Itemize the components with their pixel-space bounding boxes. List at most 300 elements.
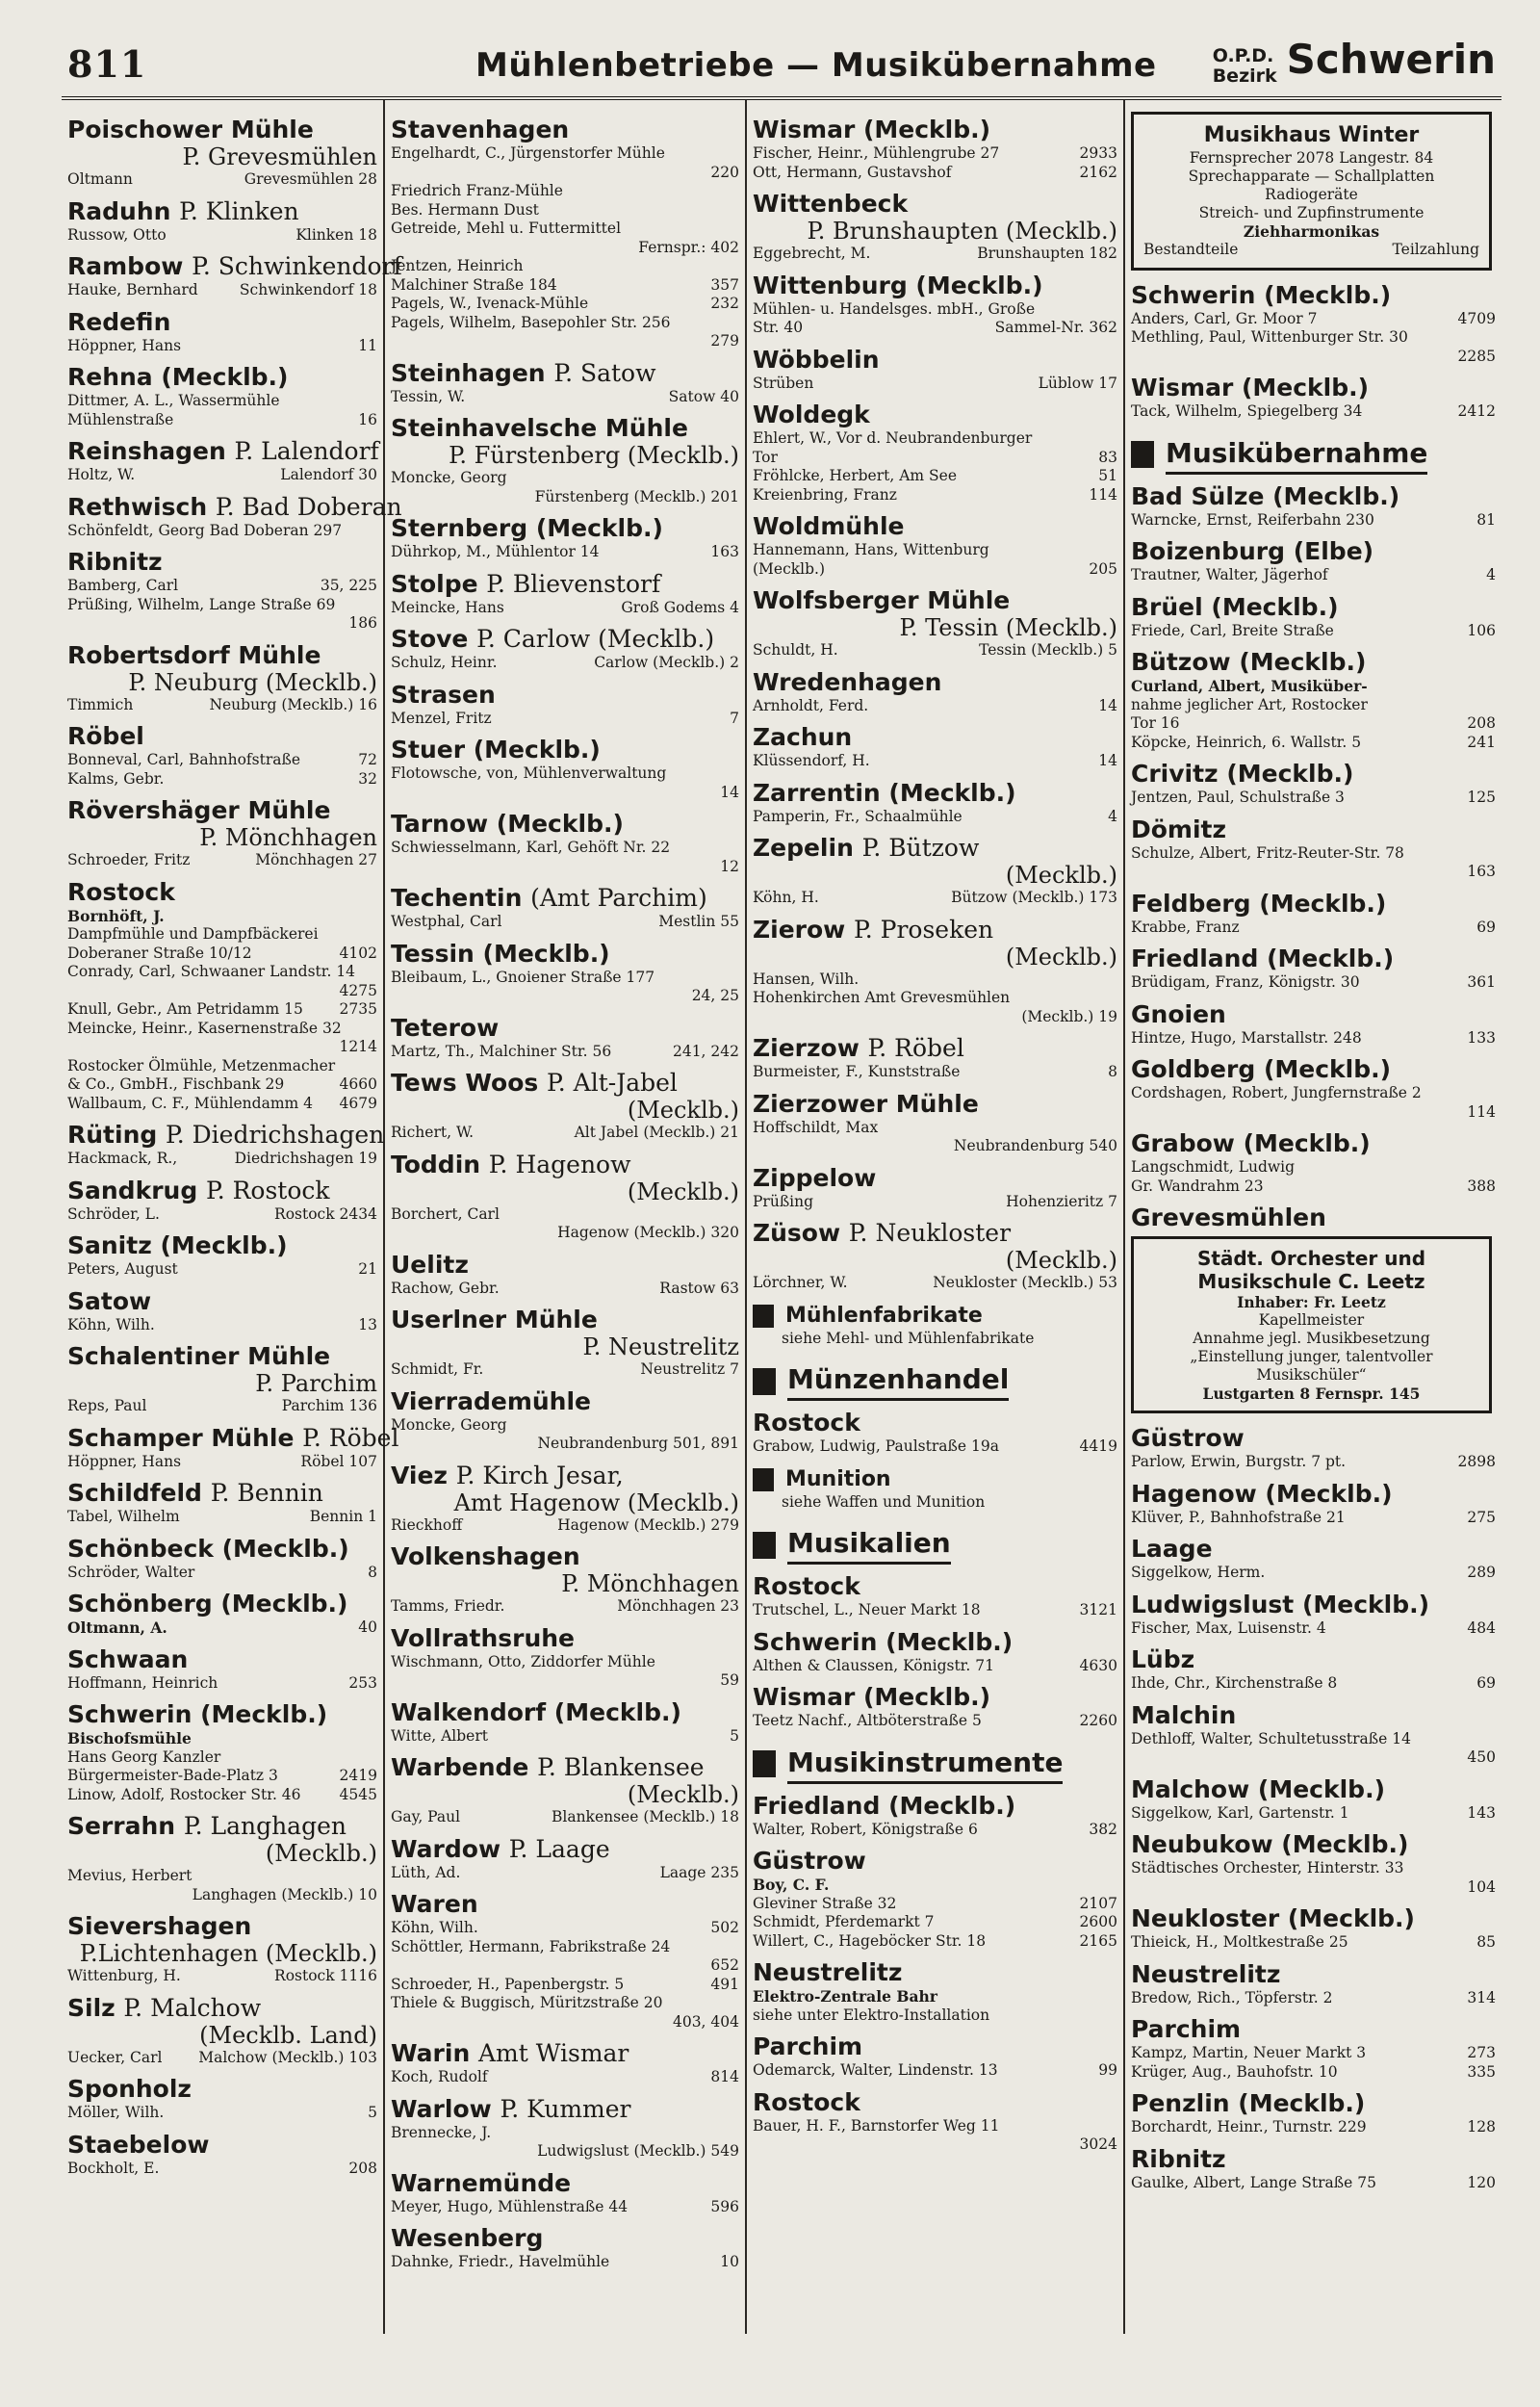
directory-entry [1131,592,1496,641]
listing-number: Langhagen (Mecklb.) 10 [192,1885,377,1903]
muenzenhandel-entries [753,1408,1117,1457]
listing-name: Fischer, Heinr., Mühlengrube 27 [753,144,1000,162]
place-title: Laage [1131,1535,1213,1563]
listing-number: Groß Godems 4 [621,598,739,616]
section-musikalien [753,1525,1117,1565]
listing-row [391,1280,739,1299]
place-title: Techentin [391,884,523,912]
listing-name: Russow, Otto [67,225,167,244]
listing-row [753,1193,1117,1212]
listing-row [1131,1564,1496,1583]
post-office: P. Kirch Jesar, [455,1461,624,1489]
place-name [1131,1829,1496,1859]
listing-name: Tessin, W. [391,387,466,405]
listing-name: Jentzen, Heinrich [391,257,524,274]
listing-row [67,1205,377,1225]
listing-number: Lüblow 17 [1038,374,1117,392]
directory-entry [753,667,1117,716]
place-title: Zepelin [753,834,854,862]
listing-number: Bennin 1 [309,1508,377,1525]
listing-number: 21 [358,1260,377,1278]
listing-number: 596 [710,2197,739,2215]
directory-entry [67,251,402,300]
place-title: Parchim [753,2032,863,2060]
post-office: P. Klinken [179,196,299,225]
listing-number: 4630 [1079,1656,1117,1674]
directory-entry [67,721,377,789]
place-title: Güstrow [753,1847,866,1875]
directory-entry [67,1423,399,1472]
listing-row [1131,789,1496,808]
place-title: Zierzow [753,1034,860,1062]
place-name [391,1013,739,1043]
directory-entry [391,1013,739,1062]
directory-entry [67,1176,377,1225]
post-office-line: P. Grevesmühlen [182,143,377,170]
listing-number [733,839,739,858]
place-title: Wöbbelin [753,345,880,374]
listing-number: 2107 [1079,1894,1117,1912]
place-name [391,1068,739,1098]
listing-name: Bischofsmühle [67,1729,192,1747]
listing-row [67,1020,377,1039]
section-marker-icon [753,1532,776,1559]
listing-row [391,1653,739,1672]
directory-entry [391,1889,739,2032]
listing-name: Hintze, Hugo, Marstallstr. 248 [1131,1028,1362,1047]
place-name [67,1120,385,1150]
listing-row [1131,1084,1496,1103]
post-office: P. Hagenow [488,1150,631,1178]
place-name [753,722,1117,752]
place-name [1131,373,1496,402]
listing-number [733,144,739,164]
listing-number: 104 [1467,1877,1496,1896]
listing-row [1131,919,1496,938]
listing-row [1131,714,1496,734]
place-name [391,1461,739,1490]
place-name [753,1682,1117,1712]
place-name [67,1176,377,1205]
post-office-line: (Mecklb. Land) [199,2021,377,2049]
section-musikuebernahme [1131,435,1496,475]
directory-entry [67,2130,377,2179]
place-name [753,1033,1117,1063]
place-title: Toddin [391,1150,481,1178]
listing-name: Fröhlcke, Herbert, Am See [753,467,958,484]
place-title: Schwerin (Mecklb.) [1131,280,1392,309]
place-title: Wittenburg (Mecklb.) [753,271,1043,299]
listing-number [733,469,739,488]
listing-number: 361 [1467,973,1496,991]
directory-entry [1131,815,1496,882]
listing-number: 4419 [1079,1437,1117,1455]
listing-row [753,560,1117,580]
listing-row [391,1597,739,1617]
directory-entry [1131,1959,1496,2008]
ad-musikhaus-winter [1131,112,1492,271]
musikinstrumente-continued [1131,280,1496,422]
place-title: Wredenhagen [753,667,942,696]
directory-entry [1131,647,1496,752]
listing-number: Schwinkendorf 18 [239,281,377,298]
listing-number [1112,971,1117,990]
listing-number: 2898 [1457,1453,1496,1470]
region-name: Schwerin [1286,36,1496,83]
listing-name: Thieick, H., Moltkestraße 25 [1131,1933,1348,1951]
listing-name: Grabow, Ludwig, Paulstraße 19a [753,1437,999,1455]
place-name [67,795,377,825]
place-name [391,1623,739,1653]
place-title: Rostock [753,1409,860,1436]
place-name [391,1541,739,1571]
listing-name: Dampfmühle und Dampfbäckerei [67,925,319,943]
post-office: P. Röbel [302,1423,399,1452]
listing-row [391,388,739,407]
listing-number: 10 [720,2253,739,2270]
listing-row [391,1043,739,1062]
directory-entry [391,1386,739,1454]
place-title: Teterow [391,1013,500,1042]
listing-row [1131,622,1496,641]
listing-row [753,144,1117,164]
listing-name: Hannemann, Hans, Wittenburg [753,541,989,558]
listing-number [733,182,739,201]
listing-number: 208 [348,2159,377,2177]
listing-row [1131,328,1496,348]
place-title: Röbel [67,722,144,750]
listing-name: Ehlert, W., Vor d. Neubrandenburger [753,429,1033,447]
place-name [753,271,1117,300]
listing-number: 14 [1098,696,1117,714]
post-office: P. Satow [553,358,656,387]
place-name [1131,280,1496,310]
place-name [1131,889,1496,919]
listing-number: 382 [1089,1820,1117,1838]
place-name [753,1408,1117,1437]
listing-row [67,170,377,190]
listing-row [1131,348,1496,367]
listing-name: Curland, Albert, Musiküber- [1131,677,1368,695]
listing-row [67,2049,377,2068]
place-title: Boizenburg (Elbe) [1131,537,1374,565]
listing-name: Odemarck, Walter, Lindenstr. 13 [753,2061,998,2079]
place-title: Rostock [753,1572,860,1600]
listing-number [1112,989,1117,1008]
listing-name: Warncke, Ernst, Reiferbahn 230 [1131,510,1374,529]
place-name [67,1589,377,1618]
page-header [62,33,1502,100]
directory-entry [753,189,1117,264]
directory-entry [391,883,739,932]
listing-name: Dührkop, M., Mühlentor 14 [391,543,600,560]
place-title: Schamper Mühle [67,1423,295,1452]
listing-number: Rostock 1116 [274,1967,377,1984]
listing-row [391,710,739,729]
listing-row [753,2061,1117,2081]
listing-number: 51 [1098,467,1117,484]
place-title: Gnoien [1131,999,1226,1028]
listing-row [391,1224,739,1243]
listing-name: Bornhöft, J. [67,906,165,925]
listing-name: & Co., GmbH., Fischbank 29 [67,1075,285,1093]
region-label [1213,33,1496,87]
listing-row [67,392,377,411]
place-name [1131,1959,1496,1989]
listing-name: Martz, Th., Malchiner Str. 56 [391,1042,612,1060]
place-name [753,915,1117,945]
listing-name: Gr. Wandrahm 23 [1131,1177,1264,1195]
listing-name: Gay, Paul [391,1808,461,1825]
listing-row [753,1119,1117,1138]
place-title: Feldberg (Mecklb.) [1131,889,1387,918]
place-title: Crivitz (Mecklb.) [1131,760,1354,788]
directory-entry [753,722,1117,771]
listing-name: Prüßing, Wilhelm, Lange Straße 69 [67,595,336,613]
listing-row [753,1601,1117,1620]
listing-name: Flotowsche, von, Mühlenverwaltung [391,764,667,782]
column-2 [385,100,747,2334]
place-name [391,1697,739,1727]
listing-row [391,1205,739,1225]
listing-name: Schröder, L. [67,1204,160,1223]
listing-name: Pamperin, Fr., Schaalmühle [753,807,962,825]
listing-row [67,925,377,945]
listing-number: Neustrelitz 7 [640,1360,739,1378]
listing-row [753,971,1117,990]
directory-entry [391,2223,739,2272]
place-title: Robertsdorf Mühle [67,640,321,669]
listing-row [391,839,739,858]
listing-row [753,486,1117,505]
listing-row [391,1919,739,1938]
listing-number: 232 [710,295,739,312]
listing-name: Oltmann, A. [67,1618,167,1637]
place-title: Reinshagen [67,437,226,465]
directory-entry [753,115,1117,182]
listing-number: 4275 [339,981,377,999]
listing-number [1490,696,1496,715]
place-name [1131,1203,1496,1232]
directory-entry [391,358,739,407]
listing-row [753,641,1117,660]
section-marker-icon [753,1750,776,1777]
place-title: Wesenberg [391,2224,544,2252]
listing-row [753,1712,1117,1731]
listing-number: 12 [720,857,739,875]
listing-number: 2600 [1079,1913,1117,1930]
place-title: Warbende [391,1753,529,1781]
place-name [67,1811,377,1841]
listing-number: 83 [1098,448,1117,466]
listing-row [753,300,1117,320]
listing-number: Parchim 136 [281,1397,377,1414]
listing-row [753,1274,1117,1293]
listing-row [67,522,377,541]
listing-name: Hoffschildt, Max [753,1118,879,1136]
listing-row [753,449,1117,468]
cross-reference: siehe Mehl- und Mühlenfabrikate [782,1329,1035,1347]
post-office-line: (Mecklb.) [627,1097,739,1124]
directory-entry [1131,1774,1496,1824]
ad-title: Musikhaus Winter [1203,123,1420,147]
listing-number: 4679 [339,1094,377,1112]
place-title: Friedland (Mecklb.) [753,1791,1016,1820]
listing-name: Conrady, Carl, Schwaaner Landstr. 14 [67,963,356,980]
listing-name: Rachow, Gebr. [391,1279,500,1297]
listing-row [391,2068,739,2087]
listing-name: Uecker, Carl [67,2048,163,2066]
place-name [753,2087,1117,2117]
listing-name: Schmidt, Fr. [391,1360,484,1378]
post-office: P. Laage [508,1834,610,1863]
place-title: Parchim [1131,2015,1242,2043]
listing-row [753,375,1117,394]
listing-name: Ihde, Chr., Kirchenstraße 8 [1131,1674,1338,1692]
listing-number: Malchow (Mecklb.) 103 [198,2048,377,2066]
place-title: Warin [391,2039,471,2067]
listing-number: Neuburg (Mecklb.) 16 [209,695,377,713]
place-name [67,2074,377,2104]
listing-row [1131,1674,1496,1694]
listing-row [67,596,377,615]
ad-line: Streich- und Zupfinstrumente [1198,204,1424,221]
listing-number: 241 [1467,733,1496,751]
directory-entry [753,778,1117,827]
place-title: Redefin [67,307,171,336]
place-name [753,511,1117,541]
listing-number: 81 [1476,510,1496,529]
place-title: Warnemünde [391,2168,572,2197]
listing-name: Thiele & Buggisch, Müritzstraße 20 [391,1994,663,2011]
place-title: Rüting [67,1121,158,1149]
listing-row [67,1095,377,1114]
place-title: Uelitz [391,1250,469,1279]
section-marker-icon [1131,441,1154,468]
listing-row [753,1876,1117,1895]
place-title: Schwaan [67,1644,189,1673]
listing-row [753,1987,1117,2006]
listing-number [733,1416,739,1436]
place-name [391,569,739,599]
listing-row [67,1397,377,1416]
section-title: Musikübernahme [1166,435,1427,475]
directory-entry [391,1752,739,1827]
ad-left: Bestandteile [1143,241,1239,258]
directory-entry [753,915,1117,1027]
place-name [1131,536,1496,566]
directory-entry [1131,1423,1496,1472]
listing-number: 163 [710,543,739,560]
listing-name: Köhn, H. [753,889,819,906]
listing-number [1112,1119,1117,1138]
listing-name: Rostocker Ölmühle, Metzenmacher [67,1056,336,1074]
listing-row [1131,1730,1496,1749]
listing-number: 273 [1467,2044,1496,2061]
listing-row [391,2142,739,2161]
directory-entry [67,436,377,485]
listing-number: 85 [1476,1933,1496,1951]
place-title: Vierrademühle [391,1386,591,1415]
listing-number [733,1938,739,1957]
listing-number: Ludwigslust (Mecklb.) 549 [537,2142,739,2160]
place-name [67,251,402,281]
listing-name: Engelhardt, C., Jürgenstorfer Mühle [391,144,665,162]
place-name [391,624,739,654]
ad-bottom: Lustgarten 8 Fernspr. 145 [1202,1385,1421,1403]
listing-name: Boy, C. F. [753,1876,830,1894]
ad-line: Ziehharmonikas [1243,222,1380,241]
listing-name: Mühlenstraße [67,410,174,428]
directory-entry [67,1534,377,1583]
listing-number: 814 [710,2068,739,2085]
directory-entry [67,307,377,356]
directory-entry [67,1589,377,1638]
column-1 [62,100,402,2334]
listing-number [1112,1876,1117,1895]
section-munition [753,1466,1117,1493]
listing-row [753,889,1117,908]
listing-name: nahme jeglicher Art, Rostocker [1131,695,1368,713]
place-name [1131,944,1496,973]
listing-name: Lüth, Ad. [391,1863,461,1881]
listing-number: Diedrichshagen 19 [234,1150,377,1167]
listing-row [1131,863,1496,882]
place-title: Serrahn [67,1812,176,1840]
place-name [391,413,739,443]
place-name [1131,1644,1496,1674]
listing-row [1131,1878,1496,1898]
listing-name: Fischer, Max, Luisenstr. 4 [1131,1618,1326,1637]
listing-row [391,784,739,803]
listing-row [753,1437,1117,1457]
directory-entry [1131,1829,1496,1897]
listing-name: Schroeder, H., Papenbergstr. 5 [391,1975,625,1993]
listing-name: Bonneval, Carl, Bahnhofstraße [67,751,300,768]
place-title: Ribnitz [1131,2144,1226,2173]
place-name [391,939,739,969]
post-office: P. Blankensee [537,1753,705,1781]
listing-name: Rieckhoff [391,1515,463,1534]
listing-number: Satow 40 [668,387,739,405]
listing-number: Fernspr.: 402 [638,238,739,256]
listing-number: 40 [358,1618,377,1636]
post-office-line: P. Mönchhagen [561,1570,739,1597]
directory-entry [67,1811,377,1904]
directory-entry [67,492,402,541]
listing-number: 69 [1476,918,1496,936]
place-title: Wismar (Mecklb.) [1131,374,1370,401]
listing-number: 2412 [1457,402,1496,420]
section-title: Musikinstrumente [787,1745,1063,1784]
listing-row [753,752,1117,771]
listing-row [391,182,739,201]
listing-name: Siggelkow, Herm. [1131,1564,1266,1581]
listing-number [372,1020,377,1039]
listing-row [67,1564,377,1583]
place-title: Steinhagen [391,358,546,387]
place-title: Schildfeld [67,1479,202,1507]
listing-number [1490,677,1496,696]
listing-number [1112,429,1117,449]
musikuebernahme-entries [1131,481,1496,1233]
place-title: Strasen [391,680,496,709]
post-office: P. Bennin [210,1479,323,1507]
listing-number: Hohenzieritz 7 [1006,1192,1117,1210]
listing-number: 14 [1098,752,1117,769]
directory-entry [1131,1700,1496,1768]
listing-name: Bauer, H. F., Barnstorfer Weg 11 [753,2116,1000,2135]
